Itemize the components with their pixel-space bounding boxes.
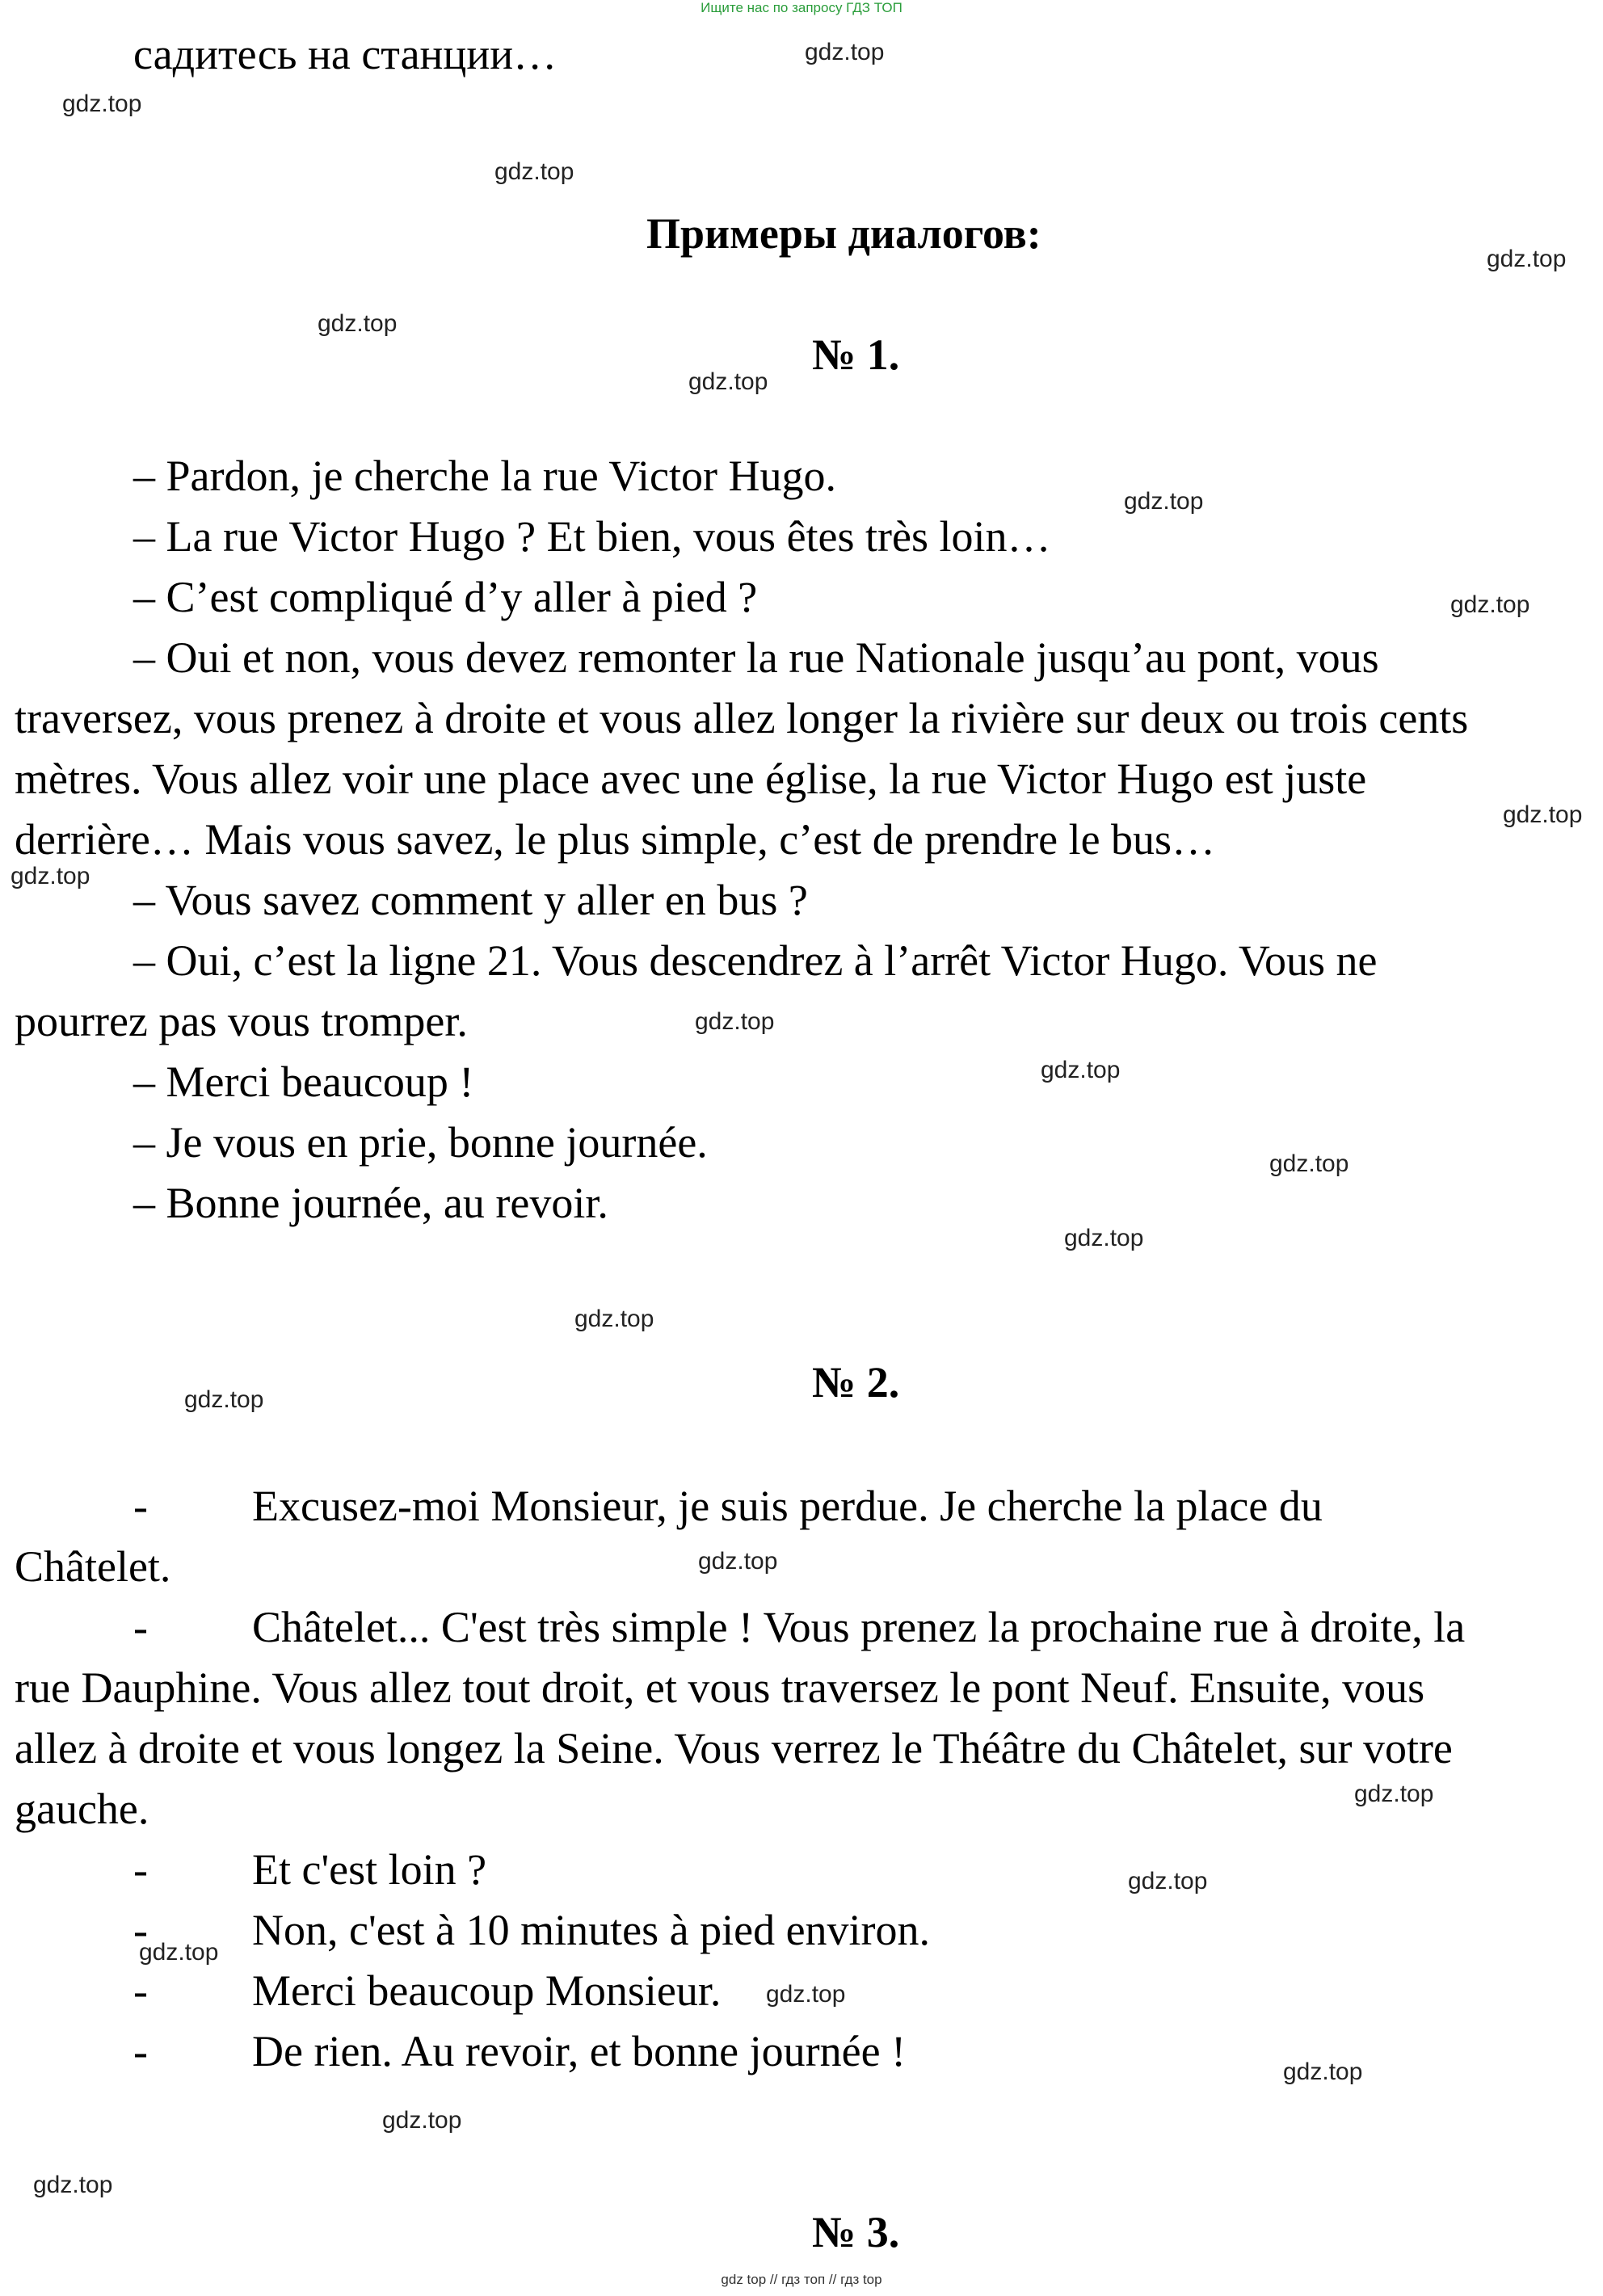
watermark: gdz.top [1283,2058,1363,2085]
dialog1-line: – Pardon, je cherche la rue Victor Hugo. [133,452,836,500]
watermark: gdz.top [1503,801,1583,828]
watermark: gdz.top [1487,246,1567,272]
watermark: gdz.top [33,2172,113,2198]
dialog2-line: Châtelet... C'est très simple ! Vous prenez la prochaine rue à droite, la [252,1603,1466,1651]
dialog1-line: traversez, vous prenez à droite et vous allez longer la rivière sur deux ou trois cents [15,694,1469,742]
dialog2-dash: - [133,2027,148,2075]
watermark: gdz.top [382,2107,462,2134]
intro-line: садитесь на станции… [133,30,557,78]
dialog1-line: – Je vous en prie, bonne journée. [133,1118,708,1167]
dialog1-line: – Merci beaucoup ! [133,1058,474,1106]
watermark: gdz.top [1064,1225,1144,1251]
dialog1-line: – La rue Victor Hugo ? Et bien, vous êtes très loin… [133,512,1051,561]
dialog3-title: № 3. [812,2208,900,2256]
dialog1-line: pourrez pas vous tromper. [15,997,468,1045]
dialog2-dash: - [133,1906,148,1954]
bottom-banner: gdz top // гдз топ // гдз top [721,2272,882,2287]
watermark: gdz.top [62,90,142,117]
watermark: gdz.top [1041,1057,1121,1083]
dialog2-line: allez à droite et vous longez la Seine. Vous verrez le Théâtre du Châtelet, sur votre [15,1724,1453,1772]
dialog1-line: – Vous savez comment y aller en bus ? [133,876,808,924]
dialog2-line: rue Dauphine. Vous allez tout droit, et vous traversez le pont Neuf. Ensuite, vous [15,1663,1425,1712]
dialog2-dash: - [133,1603,148,1651]
dialog2-line: Non, c'est à 10 minutes à pied environ. [252,1906,931,1954]
dialog1-line: mètres. Vous allez voir une place avec une église, la rue Victor Hugo est juste [15,755,1367,803]
dialog2-dash: - [133,1845,148,1894]
watermark: gdz.top [766,1981,846,2008]
watermark: gdz.top [11,863,90,889]
dialog1-line: – C’est compliqué d’y aller à pied ? [133,573,758,621]
dialog2-dash: - [133,1482,148,1530]
dialog2-title: № 2. [812,1358,900,1407]
dialog1-line: – Oui et non, vous devez remonter la rue Nationale jusqu’au pont, vous [133,633,1379,682]
watermark: gdz.top [1124,488,1204,515]
examples-heading: Примеры диалогов: [646,209,1041,258]
watermark: gdz.top [1450,591,1530,618]
dialog1-line: derrière… Mais vous savez, le plus simple, c’est de prendre le bus… [15,815,1216,864]
watermark: gdz.top [139,1939,219,1966]
watermark: gdz.top [184,1386,264,1413]
watermark: gdz.top [688,368,768,395]
dialog2-dash: - [133,1966,148,2015]
dialog1-line: – Oui, c’est la ligne 21. Vous descendrez à l’arrêt Victor Hugo. Vous ne [133,936,1378,985]
dialog2-line: gauche. [15,1785,149,1833]
watermark: gdz.top [1128,1868,1208,1894]
dialog2-line: Merci beaucoup Monsieur. [252,1966,722,2015]
watermark: gdz.top [698,1548,778,1575]
watermark: gdz.top [574,1306,654,1332]
watermark: gdz.top [805,39,885,65]
dialog2-line: De rien. Au revoir, et bonne journée ! [252,2027,907,2075]
watermark: gdz.top [1354,1781,1434,1807]
dialog2-line: Et c'est loin ? [252,1845,487,1894]
watermark: gdz.top [494,158,574,185]
dialog1-line: – Bonne journée, au revoir. [133,1179,608,1227]
dialog2-line: Châtelet. [15,1542,171,1591]
top-banner: Ищите нас по запросу ГДЗ ТОП [701,0,902,15]
watermark: gdz.top [695,1008,775,1035]
watermark: gdz.top [1269,1150,1349,1177]
dialog1-title: № 1. [812,330,900,379]
watermark: gdz.top [318,310,398,337]
dialog2-line: Excusez-moi Monsieur, je suis perdue. Je cherche la place du [252,1482,1323,1530]
